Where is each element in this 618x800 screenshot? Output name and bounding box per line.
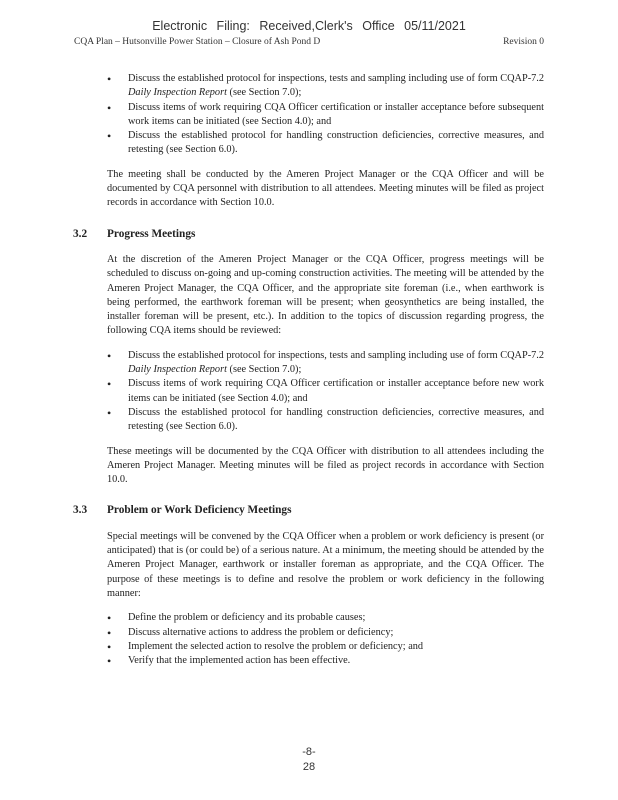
- bullet-text: (see Section 7.0);: [226, 364, 302, 376]
- section-3-2-paragraph-2: These meetings will be documented by the CQA Officer with distribution to all attendees including the Ameren Project Manager. Meeting minutes will be filed as project records in accordance with Section 10.0.: [107, 445, 544, 486]
- bullet-item: • Define the problem or deficiency and its probable causes;: [107, 611, 544, 625]
- footer-page-label: -8-: [302, 746, 316, 758]
- intro-bullet-list: [107, 72, 544, 158]
- electronic-filing-stamp: Electronic Filing: Received,Clerk's Office 05/11/2021: [152, 19, 466, 33]
- bullet-text: Discuss the established protocol for inspections, tests and sampling including use of form CQAP-7.2: [128, 73, 544, 84]
- document-body: [73, 72, 544, 668]
- bullet-item: • Discuss alternative actions to address the problem or deficiency;: [107, 626, 544, 640]
- section-3-2-heading: [73, 227, 544, 241]
- form-title: Daily Inspection Report: [128, 87, 227, 99]
- section-number: 3.2: [73, 227, 88, 240]
- section-3-2-paragraph-1: At the discretion of the Ameren Project Manager or the CQA Officer, progress meetings will be scheduled to discuss on-going and up-coming construction activities. The meeting will be attended by the Ameren Project Manager, the CQA Officer, and the appropriate site foreman (i.e., when earthwork is being performed, the earthwork foreman will be present; when geosynthetics are being installed, the installer foreman will be present, etc.). In addition to the topics of discussion regarding progress, the following CQA items should be reviewed:: [107, 253, 544, 337]
- footer-page-number: 28: [302, 761, 316, 773]
- bullet-item: [107, 406, 544, 435]
- bullet-text: Discuss the established protocol for handling construction deficiencies, corrective measures, and retesting (see Section 6.0).: [128, 406, 544, 433]
- bullet-item: • Verify that the implemented action has been effective.: [107, 654, 544, 668]
- bullet-item: [107, 72, 544, 101]
- section-title: Problem or Work Deficiency Meetings: [107, 504, 292, 517]
- bullet-text: Discuss the established protocol for handling construction deficiencies, corrective measures, and retesting (see Section 6.0).: [128, 130, 544, 156]
- section-3-3-paragraph: Special meetings will be convened by the CQA Officer when a problem or work deficiency is present (or anticipated) that is (or could be) of a serious nature. At a minimum, the meeting should be attended by the Ameren Project Manager, earthwork or installer foreman as appropriate, and the CQA Officer. The purpose of these meetings is to define and resolve the problem or work deficiency in the following manner:: [107, 530, 544, 599]
- bullet-item: [107, 129, 544, 158]
- bullet-text: Discuss items of work requiring CQA Officer certification or installer acceptance before new work items can be initiated (see Section 4.0); and: [128, 378, 544, 404]
- intro-paragraph: The meeting shall be conducted by the Ameren Project Manager or the CQA Officer and will be documented by CQA personnel with distribution to all attendees. Meeting minutes will be filed as project records in accordance with Section 10.0.: [107, 168, 544, 209]
- bullet-item: [107, 377, 544, 406]
- section-number: 3.3: [73, 504, 88, 517]
- bullet-text: (see Section 7.0);: [226, 87, 302, 99]
- section-3-2-bullet-list: [107, 349, 544, 435]
- section-3-3-bullet-list: [107, 611, 544, 668]
- section-title: Progress Meetings: [107, 227, 196, 240]
- bullet-item: • Implement the selected action to resolve the problem or deficiency; and: [107, 640, 544, 654]
- section-3-3-heading: [73, 503, 544, 517]
- bullet-item: [107, 349, 544, 378]
- form-title: Daily Inspection Report: [128, 364, 227, 376]
- header-revision: Revision 0: [503, 37, 544, 47]
- bullet-item: [107, 101, 544, 130]
- bullet-text: Discuss the established protocol for inspections, tests and sampling including use of form CQAP-7.2: [128, 349, 544, 361]
- bullet-text: Discuss items of work requiring CQA Officer certification or installer acceptance before subsequent work items can be initiated (see Section 4.0); and: [128, 101, 544, 127]
- header-document-title: CQA Plan – Hutsonville Power Station – Closure of Ash Pond D: [74, 37, 321, 47]
